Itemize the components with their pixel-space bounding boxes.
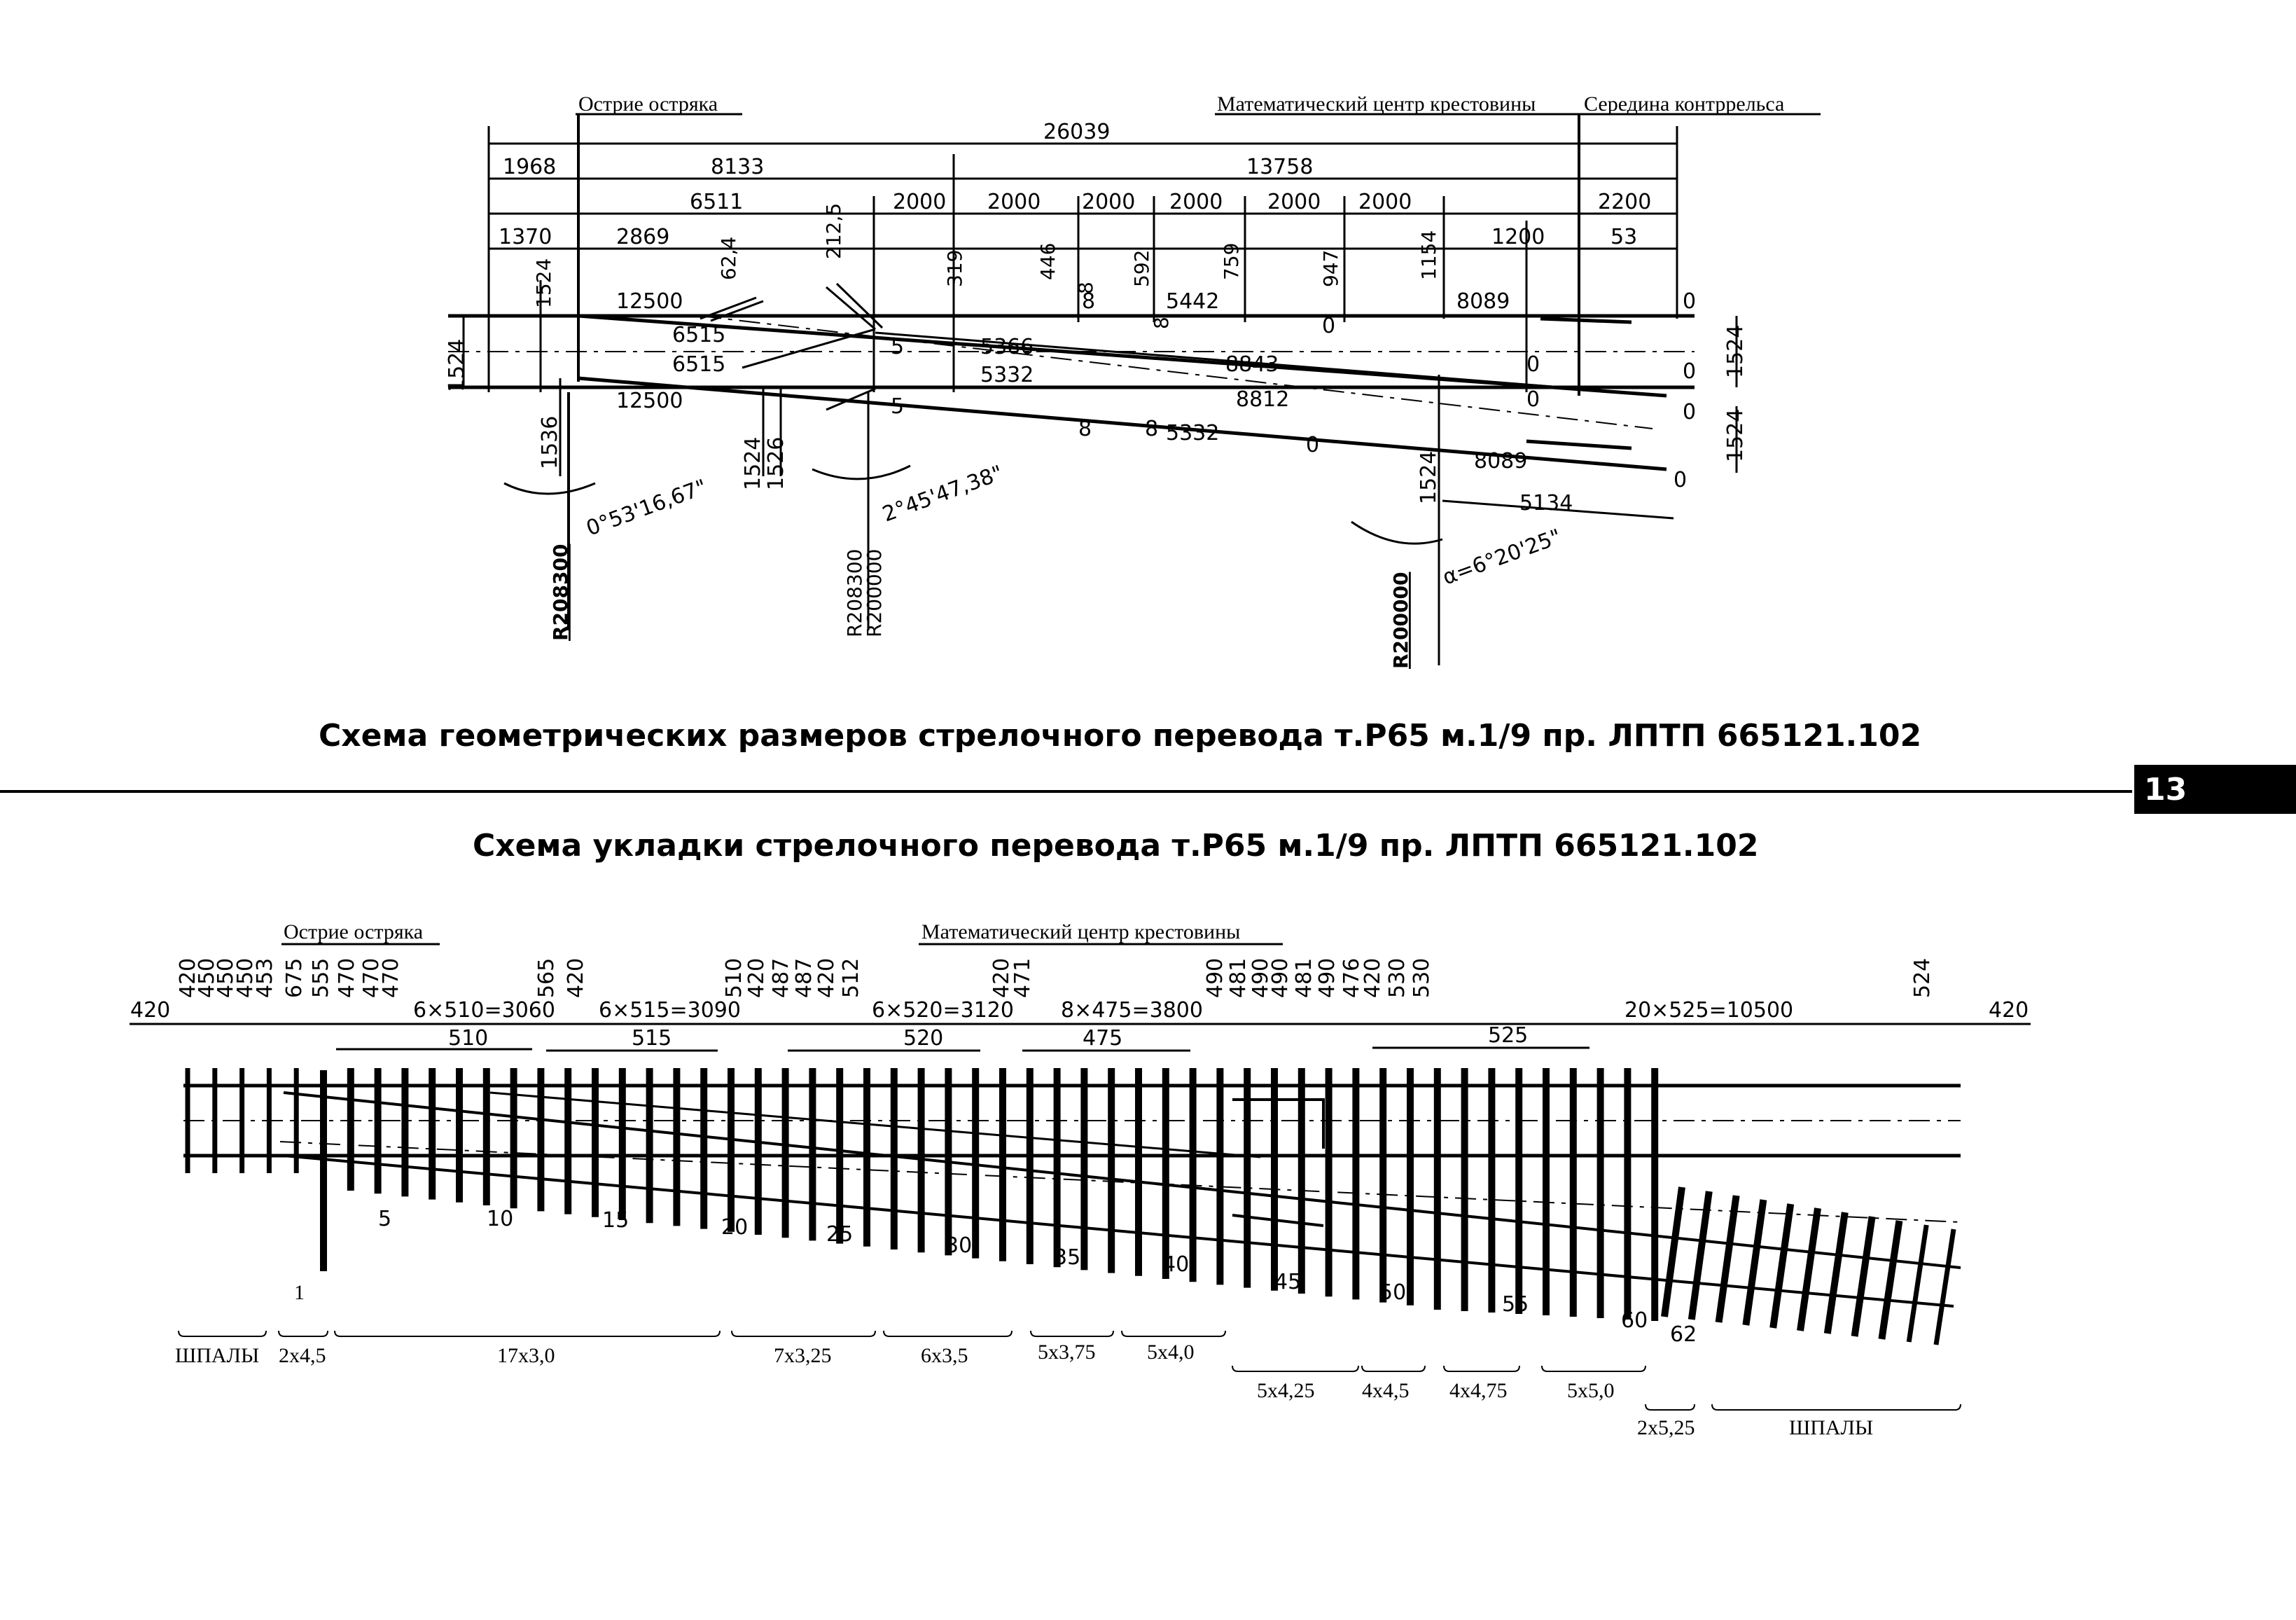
angle-1: 0°53'16,67"	[583, 474, 711, 541]
group-4x4-75: 4х4,75	[1449, 1379, 1508, 1402]
layout-header-crossing-center: Математический центр крестовины	[921, 920, 1241, 943]
dim-row3-4: 2000	[1082, 190, 1136, 214]
spacing-label-5: 450	[233, 957, 258, 998]
radius-2: R208300	[843, 548, 866, 637]
page-number: 13	[2144, 772, 2187, 808]
spacing-label-24: 490	[1248, 957, 1273, 998]
zero-3: 0	[1526, 352, 1540, 377]
layout-group-labels	[413, 998, 1793, 1023]
sleeper-66	[1936, 1229, 1954, 1345]
zero-1: 0	[1322, 314, 1336, 338]
len-12500-bottom: 12500	[616, 389, 683, 413]
len-8a: 8	[1082, 289, 1096, 314]
len-5332-a: 5332	[980, 363, 1034, 387]
spacing-label-25: 490	[1268, 957, 1293, 998]
pitch-1: 510	[448, 1026, 489, 1051]
sleeper-num-15: 15	[602, 1208, 629, 1233]
layout-rails	[183, 1086, 1961, 1306]
spacing-label-18: 420	[814, 957, 839, 998]
sleeper-num-1: 1	[294, 1281, 305, 1304]
len-6515-b: 6515	[672, 352, 726, 377]
offset-62-4: 62,4	[717, 236, 740, 280]
layout-bottom-groups	[175, 1341, 1873, 1439]
sleeper-num-20: 20	[721, 1215, 749, 1240]
group-5x5-0: 5х5,0	[1567, 1379, 1615, 1402]
geo-radii	[549, 544, 1412, 669]
zero-7: 0	[1306, 433, 1320, 457]
sleeper-num-25: 25	[826, 1222, 854, 1247]
spacing-label-20: 420	[989, 957, 1014, 998]
gauge-mid: 1524	[741, 436, 765, 490]
spacing-label-27: 490	[1315, 957, 1340, 998]
right-end-420: 420	[1989, 998, 2029, 1023]
len-6515-a: 6515	[672, 323, 726, 347]
left-end-420: 420	[130, 998, 171, 1023]
geo-header-switch-point: Острие остряка	[578, 92, 718, 116]
dim-row4-3: 1200	[1491, 225, 1545, 249]
layout-sleeper-numbers	[294, 1207, 1697, 1347]
sleeper-num-5: 5	[378, 1207, 392, 1231]
layout-pitch-labels	[448, 1023, 1528, 1051]
gauge-1526: 1526	[764, 436, 788, 490]
group-17x3-0: 17х3,0	[497, 1344, 555, 1367]
dim-row4-2: 2869	[616, 225, 670, 249]
geometry-title: Схема геометрических размеров стрелочного перевода т.Р65 м.1/9 пр. ЛПТП 665121.102	[319, 718, 1922, 754]
layout-spacing-labels	[176, 958, 1935, 998]
spacing-label-14: 510	[722, 957, 746, 998]
sleeper-56	[1664, 1187, 1682, 1317]
sleeper-65	[1909, 1225, 1926, 1342]
len-5a: 5	[891, 335, 905, 359]
spacing-label-32: 524	[1910, 957, 1935, 998]
spacing-label-17: 487	[792, 957, 816, 998]
sleeper-num-10: 10	[487, 1207, 514, 1231]
sleeper-num-35: 35	[1054, 1245, 1081, 1270]
spacing-label-13: 420	[564, 957, 588, 998]
offset-592: 592	[1130, 249, 1153, 287]
sleeper-num-60: 60	[1621, 1308, 1648, 1333]
group-sleepers-left: ШПАЛЫ	[175, 1344, 260, 1367]
sleeper-num-30: 30	[945, 1233, 973, 1258]
len-12500-top: 12500	[616, 289, 683, 314]
spacing-label-9: 470	[335, 957, 359, 998]
len-5134: 5134	[1519, 491, 1573, 515]
zero-6: 0	[1683, 400, 1697, 424]
spacing-label-22: 490	[1203, 957, 1227, 998]
pitch-2: 515	[632, 1026, 672, 1051]
offset-446: 446	[1036, 242, 1059, 280]
sleeper-num-62: 62	[1670, 1322, 1697, 1347]
spacing-label-6: 453	[253, 957, 277, 998]
geo-header-guard-rail: Середина контррельса	[1584, 92, 1785, 116]
offset-8b: 8	[1150, 317, 1173, 329]
pitch-4: 475	[1083, 1026, 1123, 1051]
spacing-label-12: 565	[534, 957, 559, 998]
dim-row3-6: 2000	[1267, 190, 1321, 214]
group-5x4-0: 5х4,0	[1147, 1341, 1195, 1364]
group-5x4-25: 5х4,25	[1257, 1379, 1315, 1402]
len-5b: 5	[891, 394, 905, 419]
zero-2: 0	[1683, 289, 1697, 314]
spacing-label-10: 470	[359, 957, 384, 998]
offset-1154: 1154	[1417, 230, 1440, 280]
pitch-5: 525	[1488, 1023, 1529, 1048]
spacing-label-23: 481	[1226, 957, 1251, 998]
dim-row2-1: 1968	[503, 155, 557, 179]
dim-row4-4: 53	[1610, 225, 1638, 249]
dim-row3-2: 2000	[893, 190, 947, 214]
geo-header-crossing-center: Математический центр крестовины	[1217, 92, 1536, 116]
layout-title: Схема укладки стрелочного перевода т.Р65 м.1/9 пр. ЛПТП 665121.102	[473, 828, 1759, 864]
spacing-label-4: 450	[214, 957, 238, 998]
angle-3: α=6°20'25"	[1439, 524, 1565, 590]
dim-total: 26039	[1043, 120, 1111, 144]
spacing-label-11: 470	[379, 957, 403, 998]
spacing-label-30: 530	[1385, 957, 1410, 998]
sleeper-59	[1746, 1200, 1763, 1325]
len-5442: 5442	[1166, 289, 1220, 314]
zero-4: 0	[1683, 359, 1697, 384]
spacing-label-29: 420	[1361, 957, 1385, 998]
spacing-label-3: 450	[195, 957, 219, 998]
offset-1524: 1524	[532, 258, 555, 308]
spacing-label-8: 555	[309, 957, 333, 998]
group-5x3-75: 5х3,75	[1038, 1341, 1096, 1364]
spacing-label-21: 471	[1010, 957, 1035, 998]
len-5366: 5366	[980, 335, 1034, 359]
radius-1: R208300	[549, 544, 572, 641]
sleeper-63	[1855, 1217, 1872, 1336]
spacing-label-7: 675	[282, 957, 307, 998]
group-2: 6×515=3090	[599, 998, 741, 1023]
sleeper-num-55: 55	[1502, 1292, 1529, 1317]
len-5332-b: 5332	[1166, 421, 1220, 445]
dim-row2-2: 8133	[711, 155, 765, 179]
gauge-right-2: 1524	[1723, 408, 1748, 462]
offset-8a: 8	[1074, 282, 1097, 294]
sleeper-64	[1881, 1221, 1899, 1339]
group-sleepers-right: ШПАЛЫ	[1789, 1416, 1874, 1439]
dim-row3-3: 2000	[987, 190, 1041, 214]
group-4: 8×475=3800	[1061, 998, 1203, 1023]
radius-4: R200000	[1389, 572, 1412, 669]
spacing-label-2: 420	[176, 957, 200, 998]
dim-row3-1: 6511	[690, 190, 744, 214]
layout-header-switch-point: Острие остряка	[284, 920, 424, 943]
geo-dimension-labels	[499, 120, 1651, 249]
sleeper-62	[1828, 1212, 1845, 1334]
len-8089-a: 8089	[1456, 289, 1510, 314]
group-2x4-5: 2х4,5	[279, 1344, 326, 1367]
offset-947: 947	[1319, 249, 1342, 287]
sleeper-num-45: 45	[1274, 1270, 1302, 1294]
group-1: 6×510=3060	[413, 998, 555, 1023]
group-4x4-5: 4х4,5	[1362, 1379, 1410, 1402]
sleeper-num-50: 50	[1379, 1280, 1407, 1305]
group-2x5-25: 2х5,25	[1637, 1416, 1695, 1439]
gauge-right-1: 1524	[1723, 324, 1748, 378]
group-5: 20×525=10500	[1624, 998, 1794, 1023]
dim-row3-8: 2200	[1598, 190, 1652, 214]
offset-759: 759	[1220, 242, 1243, 280]
spacing-label-31: 530	[1410, 957, 1434, 998]
dim-row2-3: 13758	[1246, 155, 1314, 179]
gauge-1536: 1536	[538, 415, 562, 469]
offset-212-5: 212,5	[822, 202, 845, 259]
dim-row4-1: 1370	[499, 225, 552, 249]
angle-2: 2°45'47,38"	[879, 460, 1007, 527]
len-8843: 8843	[1225, 352, 1279, 377]
gauge-1524-low: 1524	[1417, 450, 1441, 504]
spacing-label-26: 481	[1292, 957, 1316, 998]
zero-8: 0	[1674, 468, 1688, 492]
spacing-label-16: 487	[769, 957, 793, 998]
dim-row3-7: 2000	[1358, 190, 1412, 214]
len-8812: 8812	[1236, 387, 1290, 412]
sleeper-58	[1719, 1196, 1737, 1322]
len-8c: 8	[1145, 417, 1159, 441]
len-8089-b: 8089	[1474, 449, 1528, 473]
sleeper-60	[1773, 1204, 1790, 1328]
radius-3: R200000	[863, 548, 886, 637]
group-6x3-5: 6х3,5	[921, 1344, 968, 1367]
group-7x3-25: 7х3,25	[774, 1344, 832, 1367]
spacing-label-28: 476	[1340, 957, 1364, 998]
spacing-label-15: 420	[744, 957, 769, 998]
sleeper-61	[1800, 1208, 1818, 1331]
pitch-3: 520	[903, 1026, 944, 1051]
dim-row3-5: 2000	[1169, 190, 1223, 214]
len-8b: 8	[1078, 417, 1092, 441]
gauge-left: 1524	[445, 338, 469, 392]
zero-5: 0	[1526, 387, 1540, 412]
spacing-label-19: 512	[839, 957, 863, 998]
offset-319: 319	[943, 249, 966, 287]
group-3: 6×520=3120	[872, 998, 1014, 1023]
sleeper-num-40: 40	[1162, 1252, 1190, 1277]
